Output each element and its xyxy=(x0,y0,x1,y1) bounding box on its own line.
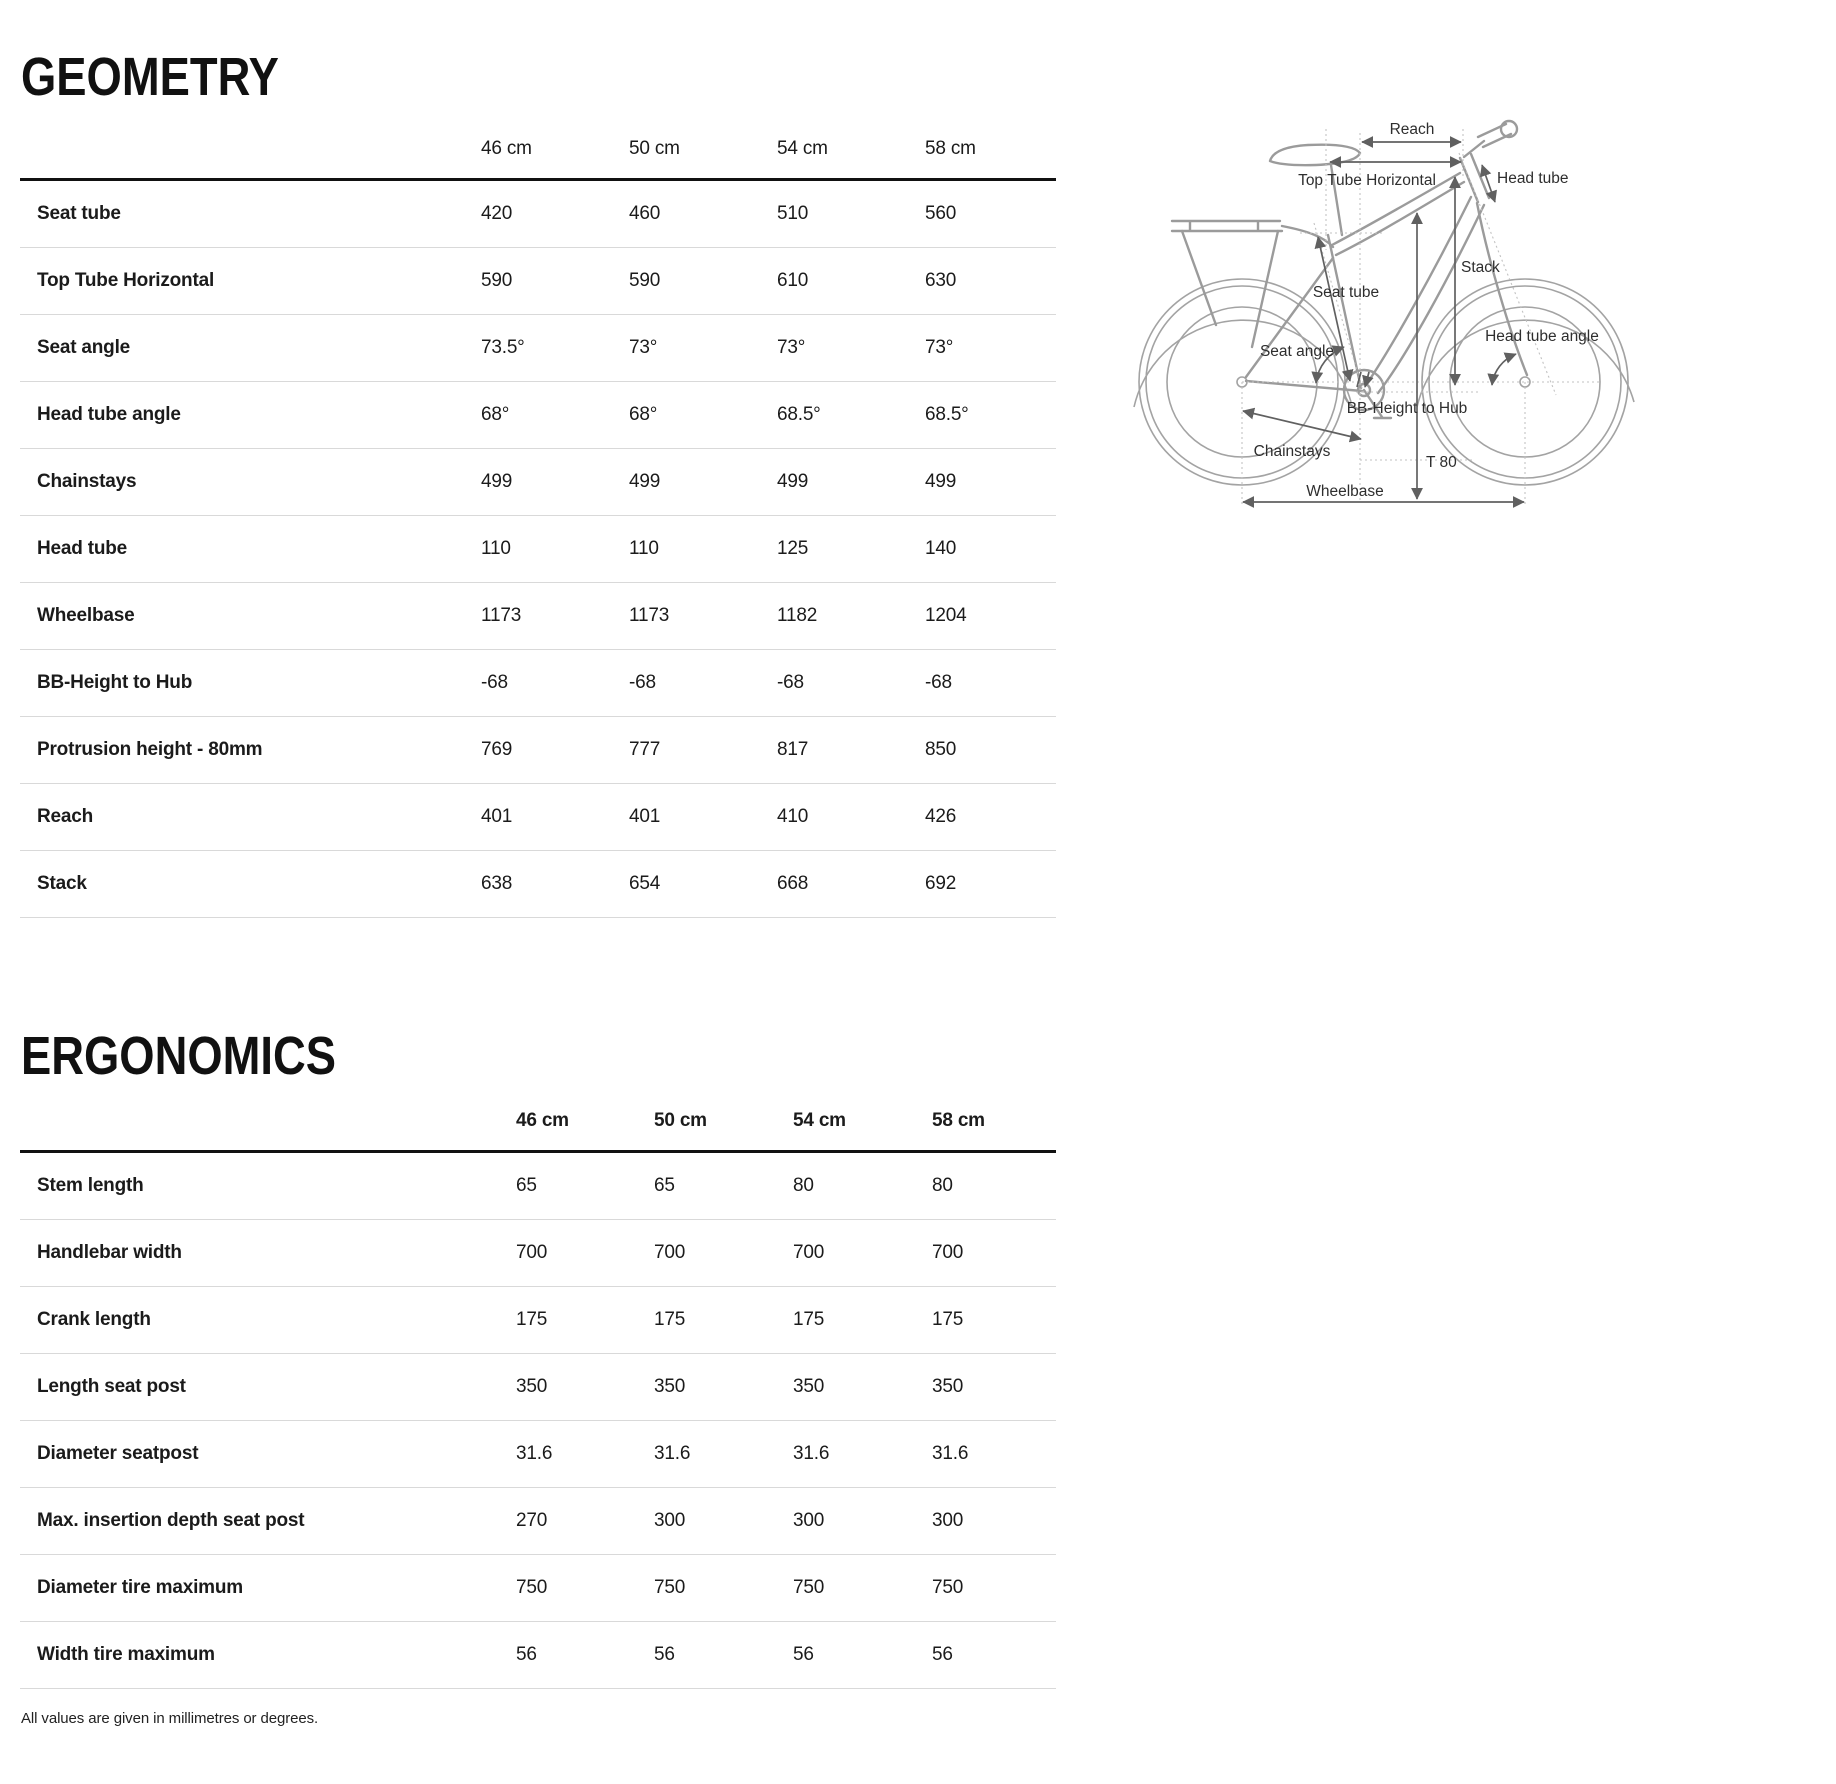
table-row xyxy=(20,1354,1056,1421)
cell-value: 73° xyxy=(777,337,806,358)
ergonomics-header-row xyxy=(20,1070,1056,1153)
bike-geometry-diagram xyxy=(1130,85,1836,525)
column-header: 54 cm xyxy=(777,138,828,159)
cell-value: 110 xyxy=(481,538,511,559)
cell-value: 638 xyxy=(481,873,513,894)
cell-value: 610 xyxy=(777,270,809,291)
cell-value: 700 xyxy=(932,1242,964,1263)
geometry-table xyxy=(20,98,1056,918)
cell-value: 410 xyxy=(777,806,809,827)
table-row xyxy=(20,1488,1056,1555)
table-row xyxy=(20,583,1056,650)
cell-value: 31.6 xyxy=(793,1443,830,1464)
table-row xyxy=(20,1287,1056,1354)
cell-value: 750 xyxy=(793,1577,825,1598)
cell-value: 420 xyxy=(481,203,513,224)
cell-value: 654 xyxy=(629,873,661,894)
column-header: 46 cm xyxy=(481,138,532,159)
cell-value: 630 xyxy=(925,270,957,291)
column-header: 58 cm xyxy=(932,1110,985,1131)
table-row xyxy=(20,650,1056,717)
table-row xyxy=(20,382,1056,449)
cell-value: 73° xyxy=(925,337,954,358)
column-header: 46 cm xyxy=(516,1110,569,1131)
row-label: Width tire maximum xyxy=(37,1644,215,1665)
cell-value: 350 xyxy=(516,1376,548,1397)
cell-value: 175 xyxy=(793,1309,825,1330)
table-row xyxy=(20,784,1056,851)
cell-value: 700 xyxy=(516,1242,548,1263)
cell-value: 175 xyxy=(932,1309,964,1330)
cell-value: 499 xyxy=(777,471,809,492)
cell-value: 590 xyxy=(629,270,661,291)
cell-value: 750 xyxy=(932,1577,964,1598)
down-tube xyxy=(1366,197,1484,393)
head-tube-angle-label: Head tube angle xyxy=(1485,328,1599,345)
cell-value: 140 xyxy=(925,538,957,559)
cell-value: 68° xyxy=(629,404,658,425)
cell-value: 350 xyxy=(654,1376,686,1397)
geometry-title: GEOMETRY xyxy=(21,47,279,108)
column-header: 54 cm xyxy=(793,1110,846,1131)
column-header: 50 cm xyxy=(654,1110,707,1131)
cell-value: -68 xyxy=(481,672,508,693)
table-row xyxy=(20,1555,1056,1622)
wheelbase-label: Wheelbase xyxy=(1306,483,1384,500)
row-label: Protrusion height - 80mm xyxy=(37,739,263,760)
table-row xyxy=(20,851,1056,918)
cell-value: 668 xyxy=(777,873,809,894)
cell-value: 56 xyxy=(516,1644,537,1665)
row-label: Handlebar width xyxy=(37,1242,182,1263)
cell-value: 401 xyxy=(481,806,513,827)
cell-value: 65 xyxy=(654,1175,675,1196)
geometry-header-row xyxy=(20,98,1056,181)
cell-value: 750 xyxy=(516,1577,548,1598)
cell-value: 300 xyxy=(654,1510,686,1531)
row-label: Head tube xyxy=(37,538,128,559)
head-tube-angle-arc xyxy=(1492,354,1516,385)
row-label: Max. insertion depth seat post xyxy=(37,1510,305,1531)
cell-value: 270 xyxy=(516,1510,548,1531)
table-row xyxy=(20,1153,1056,1220)
cell-value: 499 xyxy=(481,471,513,492)
table-row xyxy=(20,717,1056,784)
row-label: Diameter tire maximum xyxy=(37,1577,243,1598)
cell-value: 68° xyxy=(481,404,510,425)
corner-cell xyxy=(20,160,481,178)
cell-value: 56 xyxy=(793,1644,814,1665)
table-row xyxy=(20,516,1056,583)
row-label: Seat tube xyxy=(37,203,121,224)
cell-value: 175 xyxy=(516,1309,548,1330)
chainstays-label: Chainstays xyxy=(1253,443,1331,460)
cell-value: 68.5° xyxy=(925,404,969,425)
cell-value: 1182 xyxy=(777,605,818,626)
cell-value: 460 xyxy=(629,203,661,224)
top-tube-horizontal-label: Top Tube Horizontal xyxy=(1298,172,1436,189)
cell-value: 817 xyxy=(777,739,809,760)
cell-value: 31.6 xyxy=(516,1443,553,1464)
cell-value: 350 xyxy=(793,1376,825,1397)
cell-value: 499 xyxy=(925,471,957,492)
cell-value: -68 xyxy=(777,672,804,693)
cell-value: -68 xyxy=(629,672,656,693)
ergonomics-table xyxy=(20,1070,1056,1689)
row-label: Stem length xyxy=(37,1175,144,1196)
cell-value: 31.6 xyxy=(932,1443,969,1464)
cell-value: 401 xyxy=(629,806,661,827)
cell-value: 68.5° xyxy=(777,404,821,425)
table-row xyxy=(20,1622,1056,1689)
cell-value: 175 xyxy=(654,1309,686,1330)
row-label: Crank length xyxy=(37,1309,151,1330)
row-label: Seat angle xyxy=(37,337,131,358)
row-label: Top Tube Horizontal xyxy=(37,270,215,291)
reach-label: Reach xyxy=(1389,121,1435,138)
cell-value: 1204 xyxy=(925,605,967,626)
head-tube-label: Head tube xyxy=(1497,170,1569,187)
cell-value: 73° xyxy=(629,337,658,358)
stack-label: Stack xyxy=(1461,259,1500,276)
table-row xyxy=(20,248,1056,315)
cell-value: 110 xyxy=(629,538,659,559)
cell-value: -68 xyxy=(925,672,952,693)
table-row xyxy=(20,1421,1056,1488)
cell-value: 510 xyxy=(777,203,809,224)
row-label: Length seat post xyxy=(37,1376,186,1397)
row-label: Stack xyxy=(37,873,87,894)
cell-value: 700 xyxy=(793,1242,825,1263)
cell-value: 692 xyxy=(925,873,957,894)
cell-value: 300 xyxy=(932,1510,964,1531)
row-label: Chainstays xyxy=(37,471,137,492)
row-label: Diameter seatpost xyxy=(37,1443,199,1464)
cell-value: 1173 xyxy=(481,605,522,626)
head-tube-shape xyxy=(1460,154,1489,202)
handlebar xyxy=(1464,124,1511,157)
column-header: 50 cm xyxy=(629,138,680,159)
chainstays-arrow xyxy=(1243,411,1361,439)
seat-tube-label: Seat tube xyxy=(1312,284,1380,301)
cell-value: 750 xyxy=(654,1577,686,1598)
row-label: Head tube angle xyxy=(37,404,181,425)
rear-rack xyxy=(1172,221,1282,231)
row-label: BB-Height to Hub xyxy=(37,672,193,693)
row-label: Wheelbase xyxy=(37,605,135,626)
cell-value: 300 xyxy=(793,1510,825,1531)
table-row xyxy=(20,1220,1056,1287)
cell-value: 1173 xyxy=(629,605,670,626)
cell-value: 80 xyxy=(932,1175,953,1196)
seat-angle-label: Seat angle xyxy=(1259,343,1335,360)
corner-cell xyxy=(20,1132,516,1150)
table-row xyxy=(20,315,1056,382)
ergonomics-title: ERGONOMICS xyxy=(21,1026,337,1087)
cell-value: 850 xyxy=(925,739,957,760)
table-row xyxy=(20,449,1056,516)
cell-value: 31.6 xyxy=(654,1443,691,1464)
row-label: Reach xyxy=(37,806,94,827)
bb-height-to-hub-label: BB-Height to Hub xyxy=(1346,400,1468,417)
cell-value: 777 xyxy=(629,739,661,760)
cell-value: 560 xyxy=(925,203,957,224)
cell-value: 426 xyxy=(925,806,957,827)
cell-value: 499 xyxy=(629,471,661,492)
cell-value: 590 xyxy=(481,270,513,291)
cell-value: 700 xyxy=(654,1242,686,1263)
t80-label: T 80 xyxy=(1426,454,1457,471)
column-header: 58 cm xyxy=(925,138,976,159)
cell-value: 80 xyxy=(793,1175,814,1196)
cell-value: 56 xyxy=(932,1644,953,1665)
cell-value: 65 xyxy=(516,1175,537,1196)
cell-value: 125 xyxy=(777,538,809,559)
cell-value: 769 xyxy=(481,739,513,760)
units-footnote: All values are given in millimetres or degrees. xyxy=(21,1710,319,1727)
cell-value: 350 xyxy=(932,1376,964,1397)
cell-value: 56 xyxy=(654,1644,675,1665)
cell-value: 73.5° xyxy=(481,337,525,358)
table-row xyxy=(20,181,1056,248)
